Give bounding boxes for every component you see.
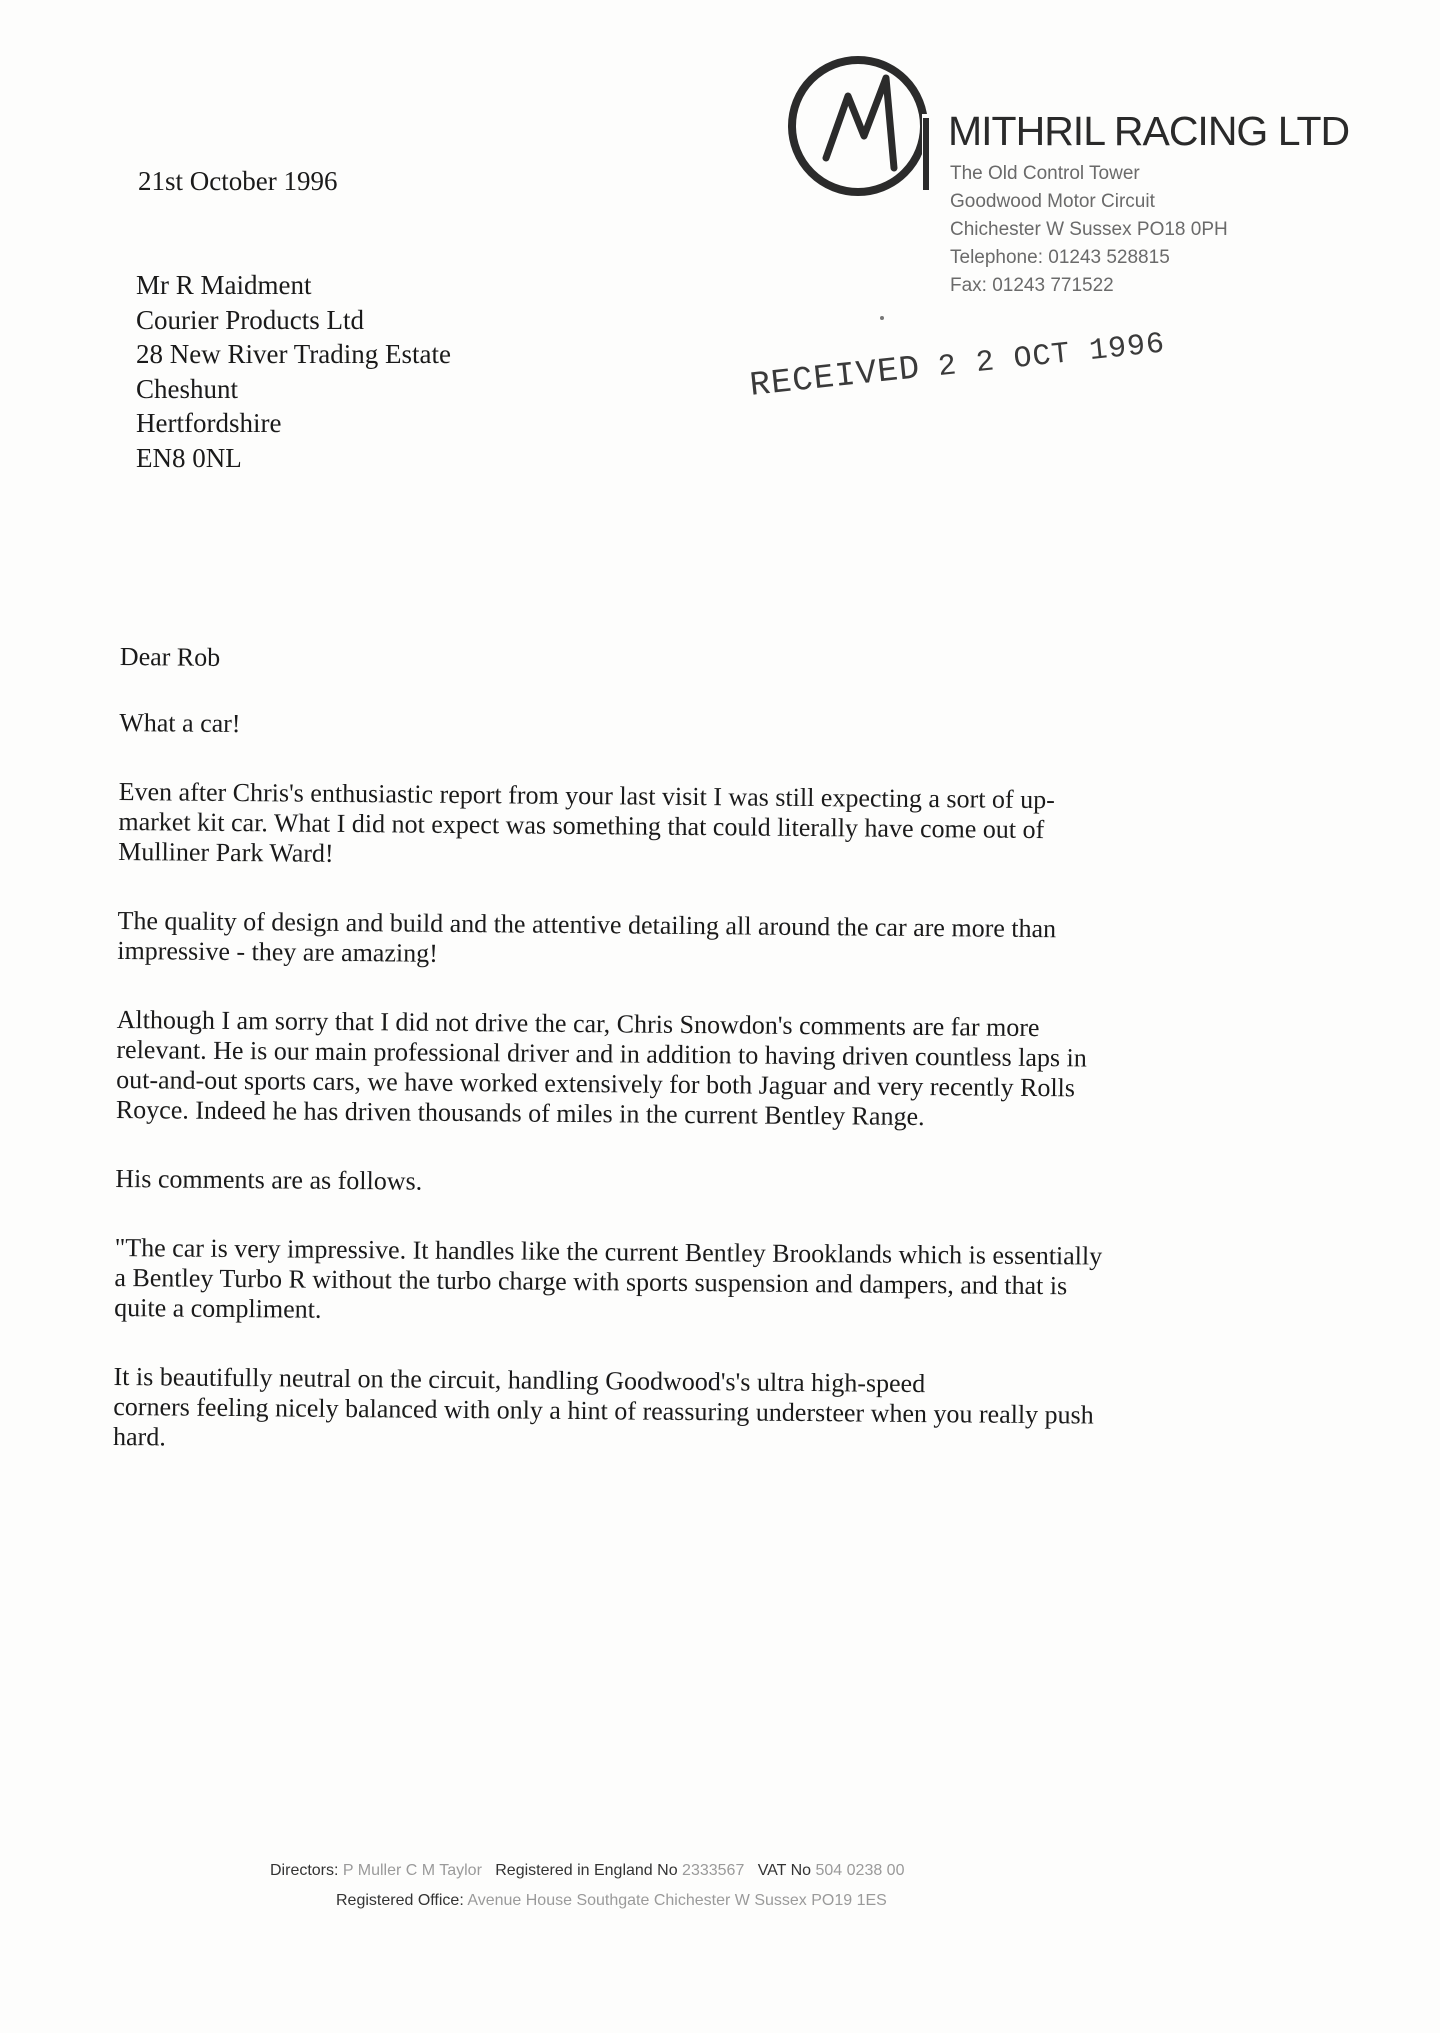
body-paragraph [116,1005,1227,1135]
body-paragraph [118,777,1229,877]
office-label: Registered Office: [336,1892,464,1909]
company-name: MITHRIL RACING LTD [948,108,1350,154]
paragraph-line: It is beautifully neutral on the circuit, handling Goodwood's's ultra high-speed [113,1361,926,1399]
company-address [950,160,1228,300]
paragraph-line: market kit car. What I did not expect was something that could literally have come out of [118,806,1045,845]
paragraph-line: impressive - they are amazing! [117,935,438,968]
paragraph-line: Mulliner Park Ward! [118,836,334,868]
paragraph-line: corners feeling nicely balanced with only a hint of reassuring understeer when you really push [113,1391,1094,1430]
registered-value: 2333567 [682,1862,745,1879]
registered-label: Registered in England No [495,1862,678,1879]
received-stamp [748,324,1167,405]
recipient-line: Mr R Maidment [136,270,312,300]
recipient-address [136,268,451,475]
letter-body [113,642,1230,1501]
paragraph-line: "The car is very impressive. It handles like the current Bentley Brooklands which is essentially [114,1232,1103,1271]
body-paragraph [113,1362,1224,1462]
office-value: Avenue House Southgate Chichester W Sussex PO19 1ES [467,1892,887,1909]
recipient-line: 28 New River Trading Estate [136,339,451,369]
paragraph-line: hard. [112,1421,166,1452]
recipient-line: Hertfordshire [136,408,282,438]
paragraph-line: Royce. Indeed he has driven thousands of miles in the current Bentley Range. [115,1094,925,1132]
opening-line: What a car! [119,707,241,739]
directors-label: Directors: [270,1862,339,1879]
stamp-date: 2 2 OCT 1996 [936,327,1167,386]
mithril-logo-icon [786,48,936,198]
paragraph-line: The quality of design and build and the attentive detailing all around the car are more than [117,905,1057,944]
scan-speck [880,316,884,320]
address-line: Fax: 01243 771522 [950,275,1114,296]
paragraph-line: quite a compliment. [114,1292,322,1324]
recipient-line: EN8 0NL [136,442,242,473]
salutation: Dear Rob [119,642,221,672]
stamp-label: RECEIVED [748,350,923,406]
paragraph-line: relevant. He is our main professional driver and in addition to having driven countless laps in [116,1034,1087,1073]
address-line: The Old Control Tower [950,163,1140,184]
recipient-line: Courier Products Ltd [136,304,364,335]
recipient-line: Cheshunt [136,373,239,404]
letter-footer [270,1856,1170,1916]
paragraph-line: a Bentley Turbo R without the turbo charge with sports suspension and dampers, and that is [114,1262,1068,1301]
footer-registration-row [270,1856,1170,1886]
paragraph-line: Although I am sorry that I did not drive the car, Chris Snowdon's comments are far more [116,1004,1040,1043]
address-line: Telephone: 01243 528815 [950,247,1170,268]
address-line: Chichester W Sussex PO18 0PH [950,219,1228,240]
footer-office-row [270,1886,1170,1916]
body-paragraph: His comments are as follows. [115,1163,423,1196]
body-paragraph [117,906,1227,976]
paragraph-line: Even after Chris's enthusiastic report from your last visit I was still expecting a sort of up- [118,776,1055,815]
vat-label: VAT No [757,1862,812,1879]
body-paragraph [114,1233,1225,1333]
paragraph-line: out-and-out sports cars, we have worked extensively for both Jaguar and very recently Rolls [116,1064,1076,1103]
letter-date: 21st October 1996 [138,166,338,196]
directors-value: P Muller C M Taylor [342,1862,482,1879]
address-line: Goodwood Motor Circuit [950,191,1155,212]
vat-value: 504 0238 00 [815,1862,905,1879]
